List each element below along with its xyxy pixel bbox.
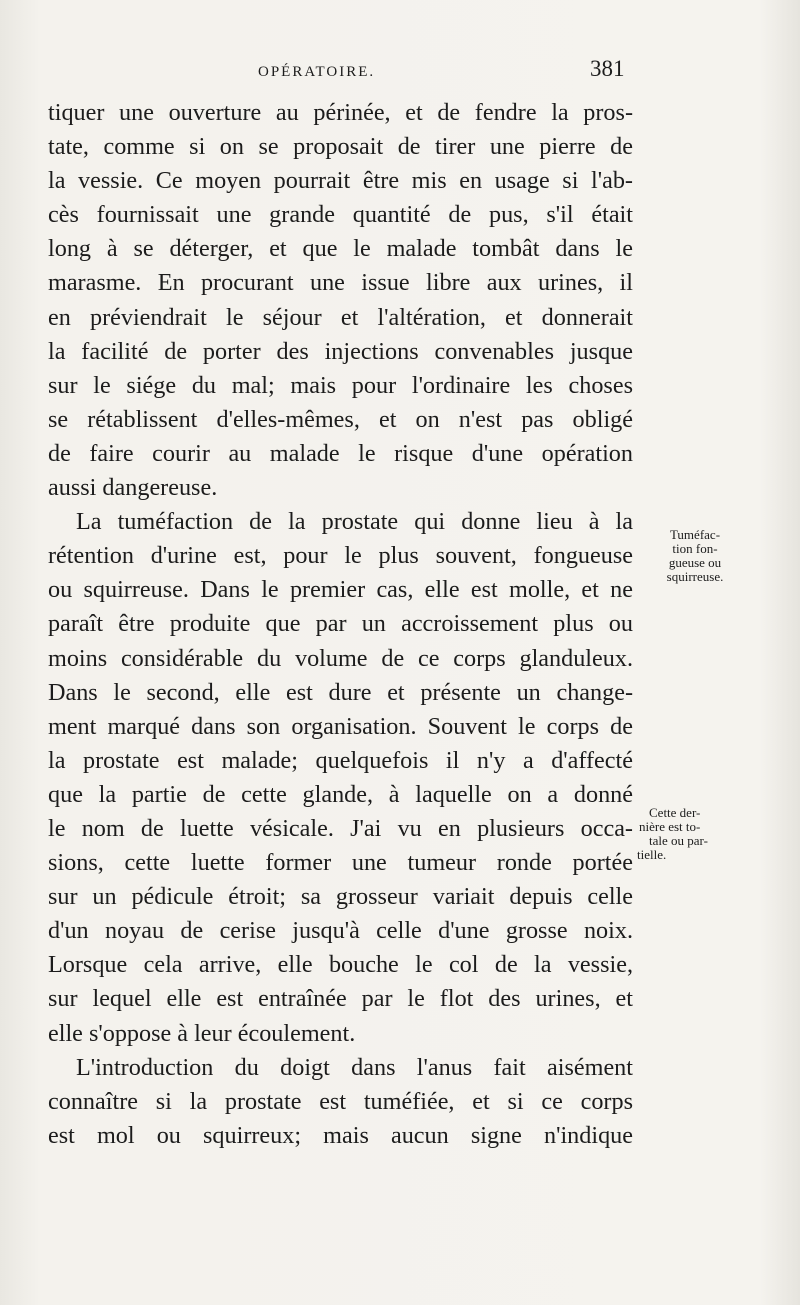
margin-note-line: tion fon- (672, 541, 718, 556)
text-line: sur un pédicule étroit; sa grosseur variait depuis celle (48, 883, 633, 911)
text-line: La tuméfaction de la prostate qui donne lieu à la (76, 508, 633, 536)
margin-note-line: Cette der- (649, 805, 701, 820)
margin-note-line: tale ou par- (649, 833, 708, 848)
text-line: ou squirreuse. Dans le premier cas, elle est molle, et ne (48, 576, 633, 604)
text-line: tate, comme si on se proposait de tirer une pierre de (48, 133, 633, 161)
text-line: moins considérable du volume de ce corps glanduleux. (48, 644, 633, 672)
body-text (48, 96, 633, 1153)
margin-note-line: Tuméfac- (669, 527, 721, 542)
text-line: L'introduction du doigt dans l'anus fait aisément (76, 1053, 633, 1081)
text-line: que la partie de cette glande, à laquelle on a donné (48, 780, 633, 808)
text-line: se rétablissent d'elles-mêmes, et on n'est pas obligé (48, 405, 633, 433)
text-line: d'un noyau de cerise jusqu'à celle d'une grosse noix. (48, 917, 633, 945)
text-line: tiquer une ouverture au périnée, et de fendre la pros- (48, 99, 633, 126)
text-line: en préviendrait le séjour et l'altération, et donnerait (48, 303, 633, 331)
text-line: sur le siége du mal; mais pour l'ordinaire les choses (48, 371, 633, 399)
text-line: long à se déterger, et que le malade tombât dans le (48, 235, 633, 263)
page-number: 381 (590, 56, 625, 81)
text-line: la vessie. Ce moyen pourrait être mis en usage si l'ab- (48, 167, 633, 195)
text-line: la facilité de porter des injections convenables jusque (48, 337, 633, 365)
margin-note-tumefaction (645, 528, 745, 584)
text-line: le nom de luette vésicale. J'ai vu en plusieurs occa- (48, 814, 633, 842)
text-line: la prostate est malade; quelquefois il n'y a d'affecté (48, 746, 633, 774)
text-line: elle s'oppose à leur écoulement. (48, 1019, 356, 1047)
text-line: marasme. En procurant une issue libre aux urines, il (48, 269, 633, 297)
text-line: ment marqué dans son organisation. Souvent le corps de (48, 712, 633, 740)
margin-note-line: squirreuse. (666, 569, 724, 584)
margin-note-derniere (637, 806, 741, 862)
text-line: cès fournissait une grande quantité de pus, s'il était (48, 201, 633, 229)
margin-note-line: gueuse ou (668, 555, 722, 570)
text-line: rétention d'urine est, pour le plus souvent, fongueuse (48, 542, 633, 570)
text-line: aussi dangereuse. (48, 474, 218, 502)
text-line: sions, cette luette former une tumeur ronde portée (48, 849, 633, 877)
text-line: sur lequel elle est entraînée par le flot des urines, et (48, 985, 633, 1013)
text-line: de faire courir au malade le risque d'une opération (48, 439, 633, 467)
text-line: Dans le second, elle est dure et présente un change- (48, 678, 633, 706)
text-line: Lorsque cela arrive, elle bouche le col de la vessie, (48, 951, 633, 979)
running-head: OPÉRATOIRE. (258, 64, 376, 80)
margin-note-line: tielle. (637, 847, 667, 862)
text-line: paraît être produite que par un accroissement plus ou (48, 610, 633, 638)
margin-note-line: nière est to- (639, 819, 701, 834)
text-line: connaître si la prostate est tuméfiée, et si ce corps (48, 1087, 633, 1115)
text-line: est mol ou squirreux; mais aucun signe n'indique (48, 1121, 633, 1149)
